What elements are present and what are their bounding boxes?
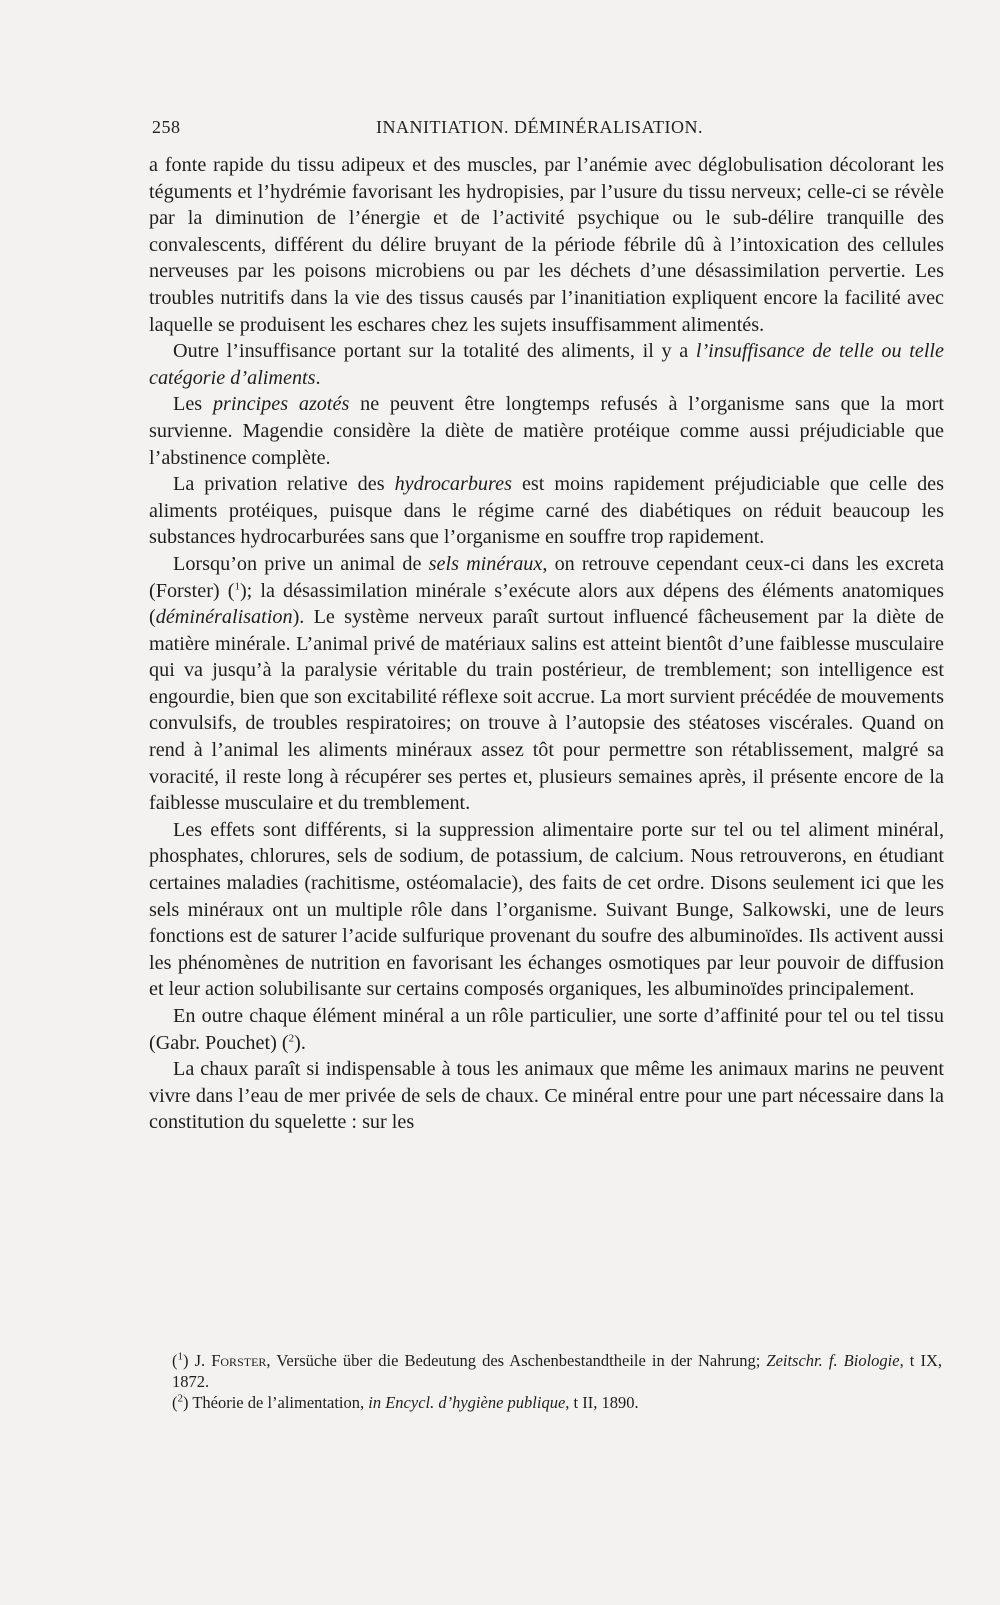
text-run: ).: [294, 1031, 306, 1054]
footnote-ref: 2: [288, 1031, 295, 1044]
paragraph: [149, 1003, 944, 1056]
footnote-ref: 1: [234, 579, 240, 592]
text-run: , t II, 1890.: [565, 1393, 639, 1412]
text-run: Les effets sont différents, si la suppression alimentaire porte sur tel ou tel aliment minéral, phosphates, chlorures, sels de sodium, de potassium, de calcium. Nous retrouverons, en étudiant certaines maladies (rachitisme, ostéomalacie), des faits de cet ordre. Disons seulement ici que les sels minéraux ont un multiple rôle dans l’organisme. Suivant Bunge, Salkowski, une de leurs fonctions est de saturer l’acide sulfurique provenant du soufre des albuminoïdes. Ils activent aussi les phénomènes de nutrition en favorisant les échanges osmotiques par leur pouvoir de diffusion et leur action solubilisante sur certains composés organiques, les albuminoïdes principalement.: [149, 818, 944, 1001]
text-run: ne peuvent être longtemps refusés à l’organisme sans que la mort survienne. Magendie considère la diète de matière protéique comme aussi préjudiciable que l’abstinence complète.: [149, 393, 945, 469]
paragraph: [149, 391, 944, 471]
page-number: 258: [152, 117, 181, 137]
italic-text: principes azotés: [212, 393, 350, 416]
text-run: ) Théorie de l’alimentation,: [183, 1393, 369, 1412]
italic-text: Zeitschr. f. Biologie: [766, 1351, 900, 1370]
paragraph: [149, 1056, 944, 1136]
text-run: ); la désassimilation minérale s’exécute alors aux dépens des éléments anatomiques (: [149, 579, 944, 629]
footnotes: [160, 1350, 942, 1413]
text-run: (: [172, 1393, 178, 1412]
text-run: , on retrouve cependant ceux-ci dans les excreta (Forster) (: [149, 552, 944, 602]
text-run: La chaux paraît si indispensable à tous les animaux que même les animaux marins ne peuvent vivre dans l’eau de mer privée de sels de chaux. Ce minéral entre pour une part nécessaire dans la constitution du squelette : sur les: [149, 1058, 944, 1134]
paragraph: [149, 817, 944, 1003]
text-run: ). Le système nerveux paraît surtout influencé fâcheusement par la diète de matière minérale. L’animal privé de matériaux salins est atteint bientôt d’une faiblesse musculaire qui va jusqu’à la paralysie véritable du train postérieur, de tremblement; son intelligence est engourdie, bien que son excitabilité réflexe soit accrue. La mort survient précédée de mouvements convulsifs, de troubles respiratoires; on trouve à l’autopsie des stéatoses viscérales. Quand on rend à l’animal les aliments minéraux assez tôt pour permettre son rétablissement, malgré sa voracité, il reste long à récupérer ses pertes et, plusieurs semaines après, il présente encore de la faiblesse musculaire et du tremblement.: [149, 606, 944, 815]
body-text: [149, 152, 944, 1136]
text-run: Outre l’insuffisance portant sur la totalité des aliments, il y a: [173, 340, 696, 363]
italic-text: hydrocarbures: [394, 473, 512, 496]
text-run: .: [315, 366, 321, 389]
text-run: Lorsqu’on prive un animal de: [173, 552, 429, 575]
paragraph: [149, 152, 944, 338]
paragraph: [149, 471, 944, 551]
italic-text: sels minéraux: [428, 552, 543, 575]
italic-text: l’insuffisance de telle ou telle catégorie d’aliments: [149, 340, 944, 389]
text-run: La privation relative des: [173, 473, 395, 496]
italic-text: in Encycl. d’hygiène publique: [368, 1393, 566, 1412]
text-run: En outre chaque élément minéral a un rôle particulier, une sorte d’affinité pour tel ou tel tissu (Gabr. Pouchet) (: [149, 1005, 944, 1054]
text-run: Forster: [211, 1351, 267, 1370]
footnote: [160, 1350, 942, 1392]
text-run: a fonte rapide du tissu adipeux et des muscles, par l’anémie avec déglobulisation décolorant les téguments et l’hydrémie favorisant les hydropisies, par l’usure du tissu nerveux; celle-ci se révèle par la diminution de l’énergie et de l’activité psychique ou le sub-délire tranquille des convalescents, différent du délire bruyant de la période fébrile dû à l’intoxication des cellules nerveuses par les poisons microbiens ou par les déchets d’une désassimilation pervertie. Les troubles nutritifs dans la vie des tissus causés par l’inanitiation expliquent encore la facilité avec laquelle se produisent les eschares chez les sujets insuffisamment alimentés.: [149, 154, 944, 336]
text-run: Les: [173, 393, 213, 416]
footnote-ref: 2: [177, 1392, 183, 1405]
text-run: (: [172, 1351, 178, 1370]
text-run: , Versüche über die Bedeutung des Aschenbestandtheile in der Nahrung;: [266, 1351, 767, 1370]
running-title: INANITIATION. DÉMINÉRALISATION.: [376, 117, 703, 137]
paragraph: [149, 338, 944, 391]
footnote: [160, 1392, 942, 1413]
text-run: , t IX, 1872.: [172, 1351, 942, 1391]
text-run: est moins rapidement préjudiciable que celle des aliments protéiques, puisque dans le régime carné des diabétiques on réduit beaucoup les substances hydrocarburées sans que l’organisme en souffre trop rapidement.: [149, 473, 944, 549]
footnote-ref: 1: [177, 1350, 183, 1363]
paragraph: [149, 551, 944, 817]
text-run: ) J.: [183, 1351, 212, 1370]
italic-text: déminéralisation: [155, 606, 293, 629]
